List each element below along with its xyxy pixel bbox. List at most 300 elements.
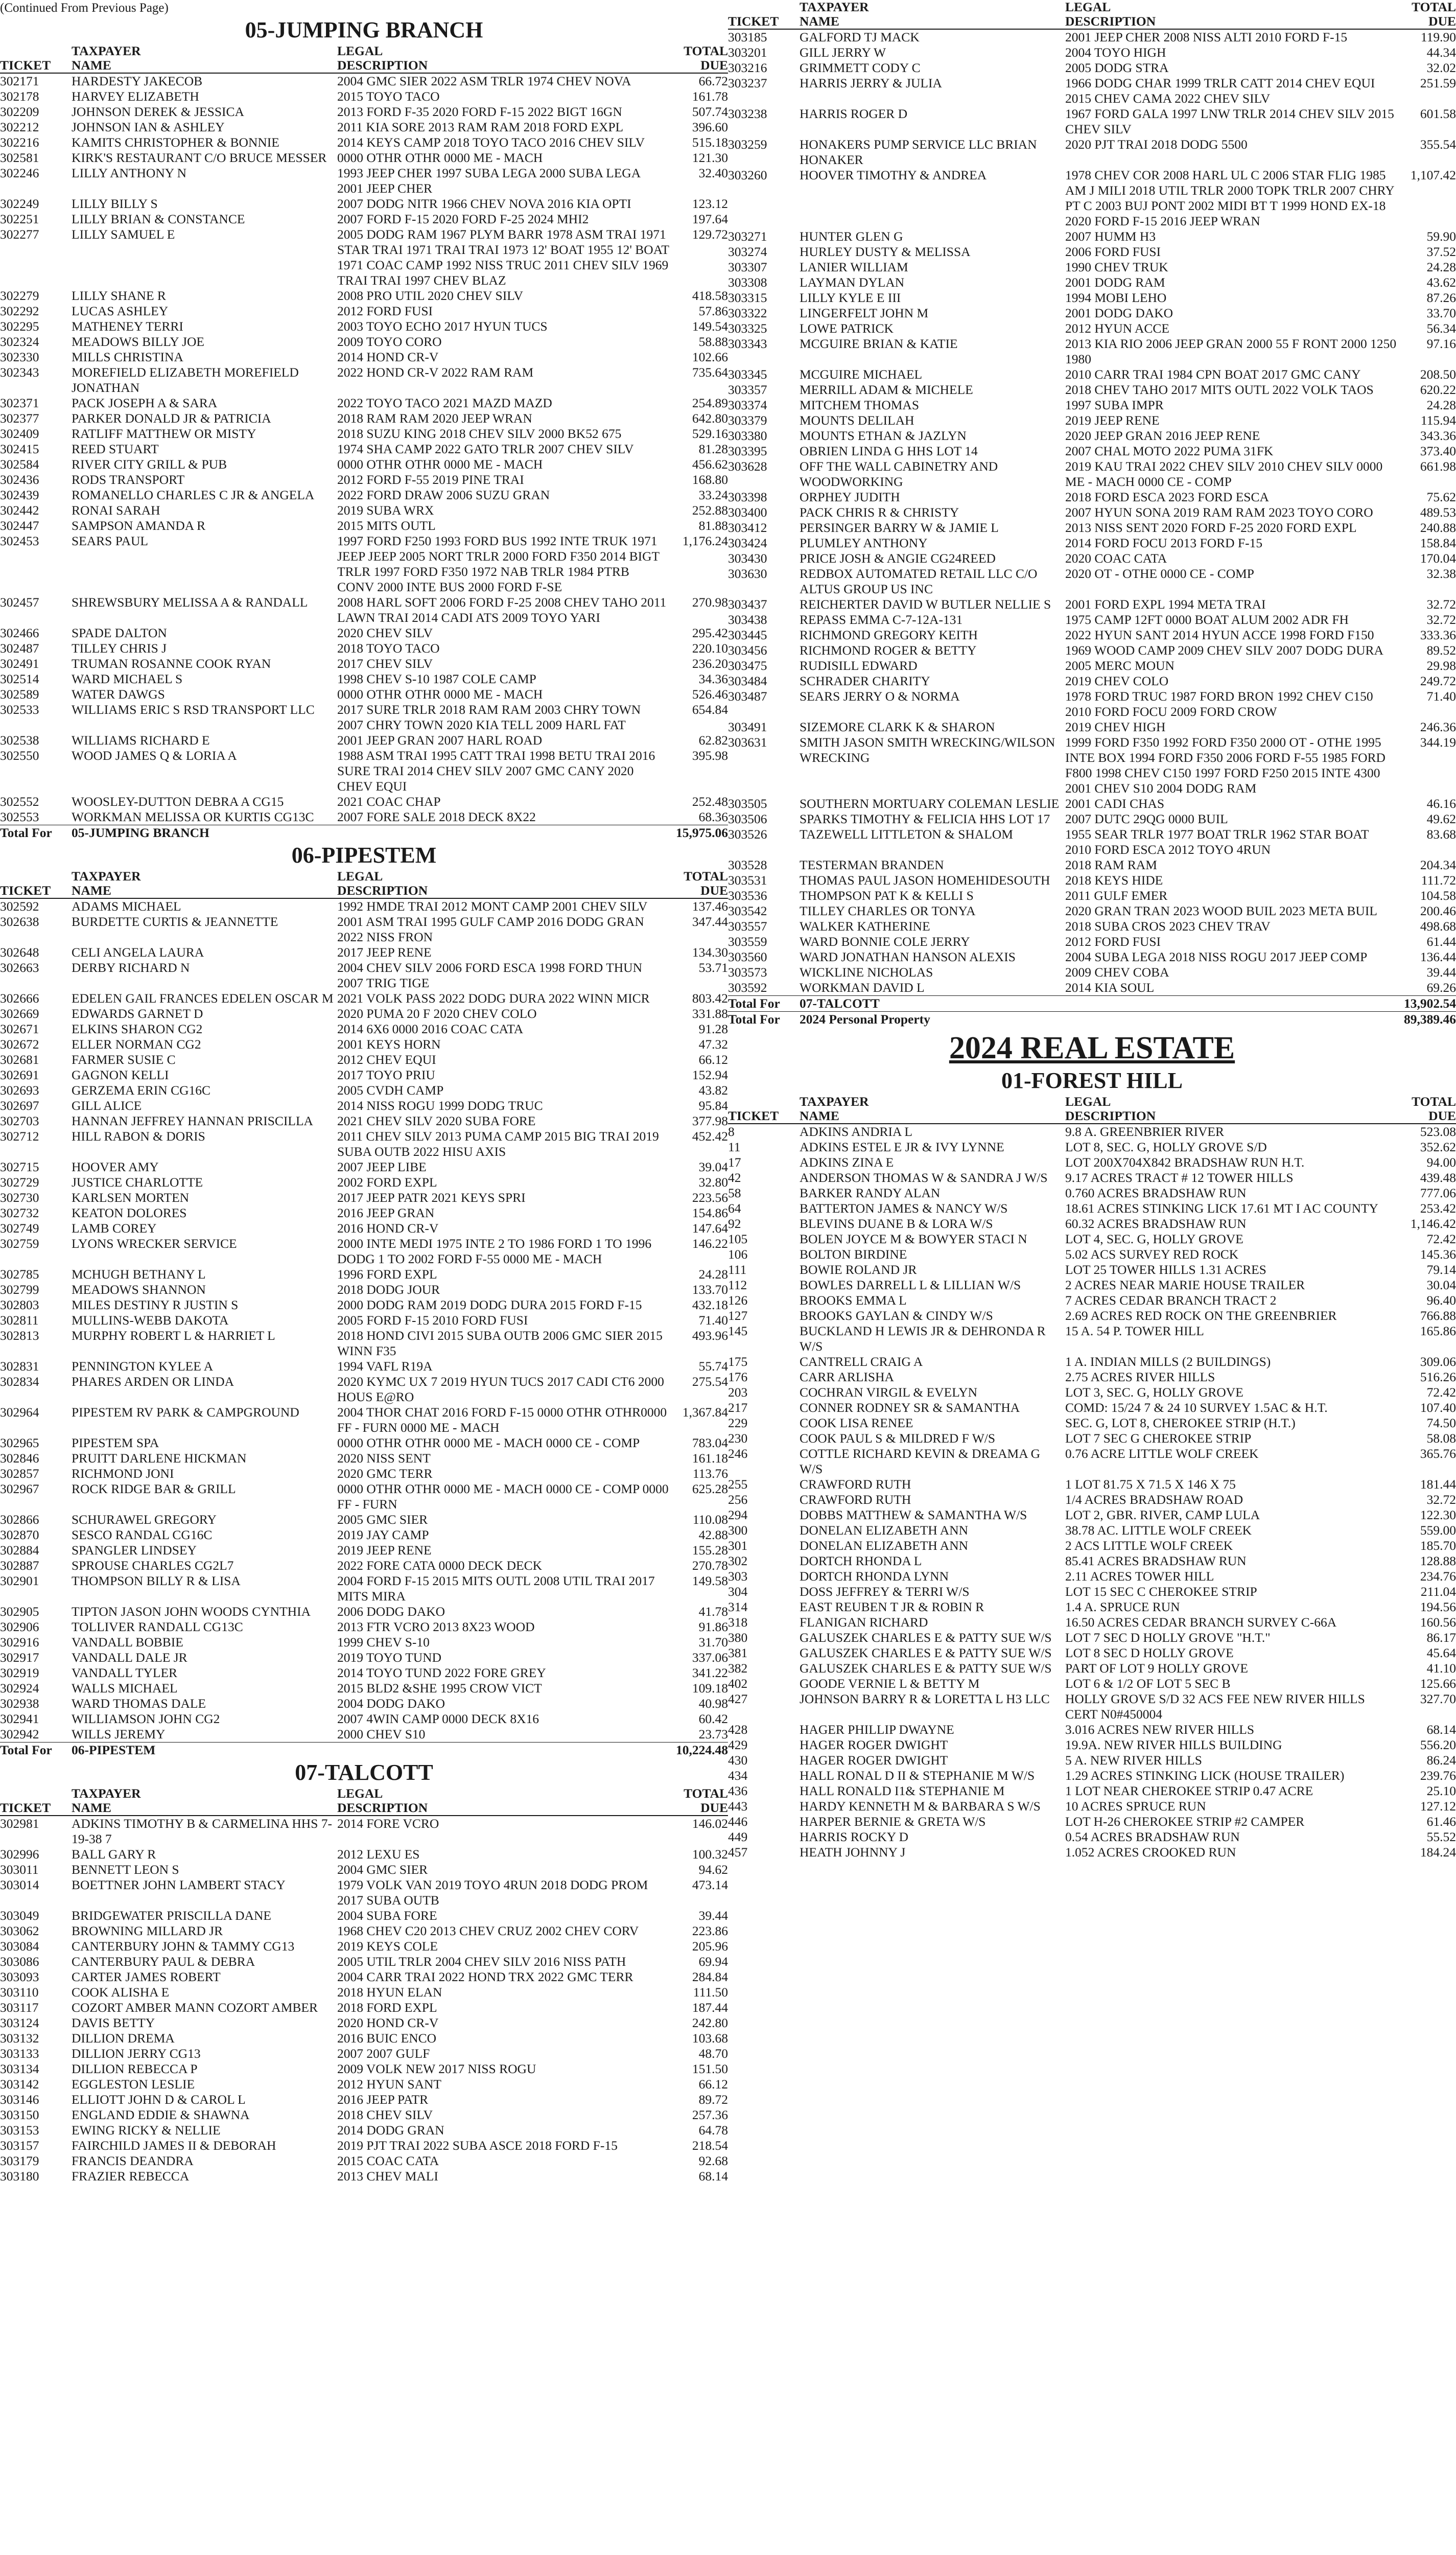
legal-description-cell: 2019 JEEP RENE xyxy=(1065,413,1160,428)
taxpayer-name-cell: RATLIFF MATTHEW OR MISTY xyxy=(72,426,256,441)
ticket-cell: 302813 xyxy=(0,1328,39,1343)
taxpayer-name-cell: RUDISILL EDWARD xyxy=(800,658,918,673)
legal-description-cell: 2019 SUBA WRX xyxy=(337,503,434,518)
total-due-cell: 102.66 xyxy=(692,350,728,364)
ticket-cell: 303357 xyxy=(728,382,767,397)
ticket-cell: 303542 xyxy=(728,903,767,918)
legal-description-cell: 1967 FORD GALA 1997 LNW TRLR 2014 CHEV SILV 2015 CHEV SILV xyxy=(1065,106,1394,136)
legal-description-cell: 0.760 ACRES BRADSHAW RUN xyxy=(1065,1186,1247,1200)
table-row xyxy=(0,1696,728,1711)
total-due-cell: 170.04 xyxy=(1420,551,1456,566)
header-blank xyxy=(728,1095,800,1109)
table-row xyxy=(728,903,1456,919)
table-row xyxy=(0,1205,728,1221)
table-row xyxy=(0,1451,728,1466)
legal-description-cell: 3.016 ACRES NEW RIVER HILLS xyxy=(1065,1722,1254,1737)
ticket-cell: 302697 xyxy=(0,1098,39,1113)
legal-description-cell: 2019 JEEP RENE xyxy=(337,1543,432,1558)
total-due-cell: 24.28 xyxy=(1426,260,1456,274)
taxpayer-name-cell: BRIDGEWATER PRISCILLA DANE xyxy=(72,1908,272,1923)
legal-description-cell: 2001 DODG DAKO xyxy=(1065,306,1173,320)
taxpayer-name-cell: PERSINGER BARRY W & JAMIE L xyxy=(800,520,999,535)
legal-description-cell: 2020 PJT TRAI 2018 DODG 5500 xyxy=(1065,137,1248,152)
taxpayer-name-cell: WARD JONATHAN HANSON ALEXIS xyxy=(800,949,1016,964)
table-row xyxy=(728,336,1456,367)
total-label: Total For xyxy=(0,1743,72,1758)
ticket-cell: 443 xyxy=(728,1799,748,1814)
table-body xyxy=(0,1816,728,2184)
legal-description-cell: 2015 TOYO TACO xyxy=(337,89,440,104)
table-row xyxy=(728,168,1456,229)
taxpayer-name-cell: TIPTON JASON JOHN WOODS CYNTHIA xyxy=(72,1604,311,1619)
total-spacer xyxy=(337,1743,669,1758)
ticket-cell: 303142 xyxy=(0,2077,39,2092)
header-taxpayer: TAXPAYER xyxy=(72,869,141,884)
legal-description-cell: 38.78 AC. LITTLE WOLF CREEK xyxy=(1065,1523,1252,1538)
ticket-cell: 303445 xyxy=(728,628,767,642)
total-due-cell: 134.30 xyxy=(692,945,728,960)
total-due-cell: 275.54 xyxy=(692,1374,728,1389)
total-due-cell: 523.08 xyxy=(1420,1124,1456,1139)
ticket-cell: 302466 xyxy=(0,625,39,640)
table-row xyxy=(0,794,728,809)
taxpayer-name-cell: MULLINS-WEBB DAKOTA xyxy=(72,1313,229,1328)
table-row xyxy=(0,73,728,89)
section-table xyxy=(0,1786,728,2184)
legal-description-cell: 2020 COAC CATA xyxy=(1065,551,1167,566)
ticket-cell: 380 xyxy=(728,1630,748,1645)
total-due-cell: 125.66 xyxy=(1420,1676,1456,1691)
taxpayer-name-cell: CARR ARLISHA xyxy=(800,1369,894,1384)
legal-description-cell: 2016 JEEP PATR xyxy=(337,2092,429,2107)
legal-description-cell: 2012 FORD F-55 2019 PINE TRAI xyxy=(337,472,524,487)
ticket-cell: 302171 xyxy=(0,74,39,88)
table-row xyxy=(0,1328,728,1359)
taxpayer-name-cell: GRIMMETT CODY C xyxy=(800,60,921,75)
total-due-cell: 69.26 xyxy=(1426,980,1456,995)
taxpayer-name-cell: ADKINS ANDRIA L xyxy=(800,1124,913,1139)
legal-description-cell: 2006 FORD FUSI xyxy=(1065,244,1161,259)
ticket-cell: 302729 xyxy=(0,1175,39,1190)
legal-description-cell: 2014 TOYO TUND 2022 FORE GREY xyxy=(337,1665,546,1680)
table-row xyxy=(0,350,728,365)
taxpayer-name-cell: GALFORD TJ MACK xyxy=(800,30,920,44)
table-row xyxy=(728,1278,1456,1293)
table-row xyxy=(0,1847,728,1862)
total-due-cell: 29.98 xyxy=(1426,658,1456,673)
table-row xyxy=(728,1247,1456,1262)
table-row xyxy=(0,1619,728,1635)
taxpayer-name-cell: BENNETT LEON S xyxy=(72,1862,179,1877)
taxpayer-name-cell: ROCK RIDGE BAR & GRILL xyxy=(72,1481,236,1496)
legal-description-cell: 2007 JEEP LIBE xyxy=(337,1159,427,1174)
taxpayer-name-cell: WATER DAWGS xyxy=(72,687,165,702)
total-due-cell: 24.28 xyxy=(698,1267,728,1282)
header-blank xyxy=(728,0,800,14)
total-due-cell: 601.58 xyxy=(1420,106,1456,121)
table-row xyxy=(0,960,728,991)
ticket-cell: 8 xyxy=(728,1124,735,1139)
header-legal: LEGAL xyxy=(337,1786,383,1801)
ticket-cell: 302453 xyxy=(0,533,39,548)
table-body xyxy=(728,1124,1456,1860)
total-due-cell: 47.32 xyxy=(698,1037,728,1052)
total-value: 15,975.06 xyxy=(669,825,728,841)
taxpayer-name-cell: MOUNTS DELILAH xyxy=(800,413,914,428)
legal-description-cell: 2020 JEEP GRAN 2016 JEEP RENE xyxy=(1065,428,1260,443)
table-row xyxy=(0,212,728,227)
header-due: DUE xyxy=(669,884,728,898)
total-due-cell: 121.30 xyxy=(692,150,728,165)
ticket-cell: 302759 xyxy=(0,1236,39,1251)
table-row xyxy=(0,1512,728,1527)
total-due-cell: 129.72 xyxy=(692,227,728,242)
table-row xyxy=(728,1216,1456,1232)
ticket-cell: 302533 xyxy=(0,702,39,717)
taxpayer-name-cell: LILLY BRIAN & CONSTANCE xyxy=(72,212,245,226)
taxpayer-name-cell: ADKINS TIMOTHY B & CARMELINA HHS 7-19-38 7 xyxy=(72,1816,333,1846)
taxpayer-name-cell: CRAWFORD RUTH xyxy=(800,1477,911,1492)
table-row xyxy=(0,1221,728,1236)
taxpayer-name-cell: RODS TRANSPORT xyxy=(72,472,185,487)
section-01-forest-hill xyxy=(728,1068,1456,1860)
total-due-cell: 110.08 xyxy=(692,1512,728,1527)
legal-description-cell: SEC. G, LOT 8, CHEROKEE STRIP (H.T.) xyxy=(1065,1415,1296,1430)
legal-description-cell: 0000 OTHR OTHR 0000 ME - MACH xyxy=(337,150,543,165)
ticket-cell: 302981 xyxy=(0,1816,39,1831)
total-due-cell: 32.02 xyxy=(1426,60,1456,75)
table-row xyxy=(728,1492,1456,1507)
table-row xyxy=(728,367,1456,382)
legal-description-cell: 2018 TOYO TACO xyxy=(337,641,440,656)
total-due-cell: 197.64 xyxy=(692,212,728,226)
table-row xyxy=(0,2123,728,2138)
table-row xyxy=(0,1190,728,1205)
ticket-cell: 303536 xyxy=(728,888,767,903)
table-row xyxy=(0,472,728,487)
table-row xyxy=(0,1236,728,1267)
legal-description-cell: 2.75 ACRES RIVER HILLS xyxy=(1065,1369,1215,1384)
taxpayer-name-cell: PRUITT DARLENE HICKMAN xyxy=(72,1451,247,1466)
legal-description-cell: LOT 6 & 1/2 OF LOT 5 SEC B xyxy=(1065,1676,1231,1691)
header-ticket: TICKET xyxy=(0,58,72,73)
legal-description-cell: 1 LOT 81.75 X 71.5 X 146 X 75 xyxy=(1065,1477,1236,1492)
total-due-cell: 111.72 xyxy=(1421,873,1456,888)
table-row xyxy=(728,45,1456,60)
ticket-cell: 303526 xyxy=(728,827,767,842)
total-due-cell: 30.04 xyxy=(1426,1278,1456,1292)
taxpayer-name-cell: GAGNON KELLI xyxy=(72,1067,169,1082)
taxpayer-name-cell: DORTCH RHONDA LYNN xyxy=(800,1569,949,1584)
total-due-cell: 58.08 xyxy=(1426,1431,1456,1446)
total-due-cell: 96.40 xyxy=(1426,1293,1456,1308)
ticket-cell: 302870 xyxy=(0,1527,39,1542)
taxpayer-name-cell: LILLY KYLE E III xyxy=(800,290,901,305)
table-header xyxy=(728,1095,1456,1124)
legal-description-cell: 2012 HYUN ACCE xyxy=(1065,321,1170,336)
table-row xyxy=(728,29,1456,45)
total-due-cell: 661.98 xyxy=(1420,459,1456,474)
table-row xyxy=(728,1829,1456,1845)
table-row xyxy=(728,1415,1456,1431)
ticket-cell: 303380 xyxy=(728,428,767,443)
taxpayer-name-cell: MCGUIRE BRIAN & KATIE xyxy=(800,336,958,351)
section-table xyxy=(728,1095,1456,1860)
header-total: TOTAL xyxy=(1412,0,1456,14)
table-row xyxy=(728,1354,1456,1369)
table-row xyxy=(728,321,1456,336)
total-due-cell: 251.59 xyxy=(1420,76,1456,90)
table-row xyxy=(728,689,1456,719)
ticket-cell: 381 xyxy=(728,1645,748,1660)
table-row xyxy=(0,227,728,288)
legal-description-cell: 2 ACS LITTLE WOLF CREEK xyxy=(1065,1538,1233,1553)
legal-description-cell: 2021 CHEV SILV 2020 SUBA FORE xyxy=(337,1113,536,1128)
ticket-cell: 302343 xyxy=(0,365,39,380)
legal-description-cell: 1978 FORD TRUC 1987 FORD BRON 1992 CHEV C150 2010 FORD FOCU 2009 FORD CROW xyxy=(1065,689,1373,719)
legal-description-cell: 2004 DODG DAKO xyxy=(337,1696,445,1711)
legal-description-cell: 2001 FORD EXPL 1994 META TRAI xyxy=(1065,597,1266,612)
ticket-cell: 303150 xyxy=(0,2107,39,2122)
taxpayer-name-cell: MATHENEY TERRI xyxy=(72,319,183,334)
total-due-cell: 32.72 xyxy=(1426,597,1456,612)
total-due-cell: 223.56 xyxy=(692,1190,728,1205)
taxpayer-name-cell: FRAZIER REBECCA xyxy=(72,2169,190,2184)
table-row xyxy=(728,1232,1456,1247)
legal-description-cell: 0.76 ACRE LITTLE WOLF CREEK xyxy=(1065,1446,1259,1461)
legal-description-cell: 2004 GMC SIER xyxy=(337,1862,428,1877)
taxpayer-name-cell: BLEVINS DUANE B & LORA W/S xyxy=(800,1216,993,1231)
table-row xyxy=(0,2077,728,2092)
table-row xyxy=(728,1431,1456,1446)
total-due-cell: 377.98 xyxy=(692,1113,728,1128)
legal-description-cell: 1.29 ACRES STINKING LICK (HOUSE TRAILER) xyxy=(1065,1768,1345,1783)
ticket-cell: 302857 xyxy=(0,1466,39,1481)
legal-description-cell: 9.8 A. GREENBRIER RIVER xyxy=(1065,1124,1224,1139)
ticket-cell: 303084 xyxy=(0,1939,39,1954)
total-due-cell: 57.86 xyxy=(698,304,728,318)
header-row-1 xyxy=(0,869,728,884)
table-row xyxy=(728,1186,1456,1201)
total-due-cell: 620.22 xyxy=(1420,382,1456,397)
table-row xyxy=(0,503,728,518)
legal-description-cell: 2014 HOND CR-V xyxy=(337,350,439,364)
total-due-cell: 344.19 xyxy=(1420,735,1456,750)
taxpayer-name-cell: TAZEWELL LITTLETON & SHALOM xyxy=(800,827,1013,842)
legal-description-cell: 0000 OTHR OTHR 0000 ME - MACH 0000 CE - COMP 0000 FF - FURN xyxy=(337,1481,669,1512)
legal-description-cell: 2020 HOND CR-V xyxy=(337,2015,439,2030)
ticket-cell: 302811 xyxy=(0,1313,39,1328)
legal-description-cell: 2004 THOR CHAT 2016 FORD F-15 0000 OTHR OTHR0000 FF - FURN 0000 ME - MACH xyxy=(337,1405,667,1435)
total-due-cell: 23.73 xyxy=(698,1727,728,1741)
table-row xyxy=(728,398,1456,413)
taxpayer-name-cell: THOMPSON BILLY R & LISA xyxy=(72,1573,241,1588)
legal-description-cell: 2002 FORD EXPL xyxy=(337,1175,437,1190)
table-row xyxy=(0,1313,728,1328)
table-row xyxy=(0,2061,728,2077)
ticket-cell: 303557 xyxy=(728,919,767,934)
table-row xyxy=(0,1908,728,1923)
taxpayer-name-cell: CANTERBURY JOHN & TAMMY CG13 xyxy=(72,1939,295,1954)
header-row-2 xyxy=(0,884,728,898)
header-name: NAME xyxy=(800,14,1065,29)
taxpayer-name-cell: PHARES ARDEN OR LINDA xyxy=(72,1374,234,1389)
total-due-cell: 236.20 xyxy=(692,656,728,671)
ticket-cell: 255 xyxy=(728,1477,748,1492)
legal-description-cell: 2001 KEYS HORN xyxy=(337,1037,441,1052)
legal-description-cell: 2020 NISS SENT xyxy=(337,1451,431,1466)
table-row xyxy=(728,597,1456,612)
taxpayer-name-cell: BOWIE ROLAND JR xyxy=(800,1262,917,1277)
taxpayer-name-cell: MOUNTS ETHAN & JAZLYN xyxy=(800,428,967,443)
ticket-cell: 303424 xyxy=(728,536,767,550)
table-row xyxy=(728,1661,1456,1676)
legal-description-cell: COMD: 15/24 7 & 24 10 SURVEY 1.5AC & H.T. xyxy=(1065,1400,1328,1415)
total-due-cell: 115.94 xyxy=(1420,413,1456,428)
taxpayer-name-cell: ADKINS ESTEL E JR & IVY LYNNE xyxy=(800,1140,1004,1154)
legal-description-cell: 60.32 ACRES BRADSHAW RUN xyxy=(1065,1216,1247,1231)
taxpayer-name-cell: BROWNING MILLARD JR xyxy=(72,1923,223,1938)
table-row xyxy=(0,733,728,748)
table-row xyxy=(0,898,728,914)
taxpayer-name-cell: SEARS PAUL xyxy=(72,533,148,548)
header-row-2 xyxy=(0,1801,728,1816)
taxpayer-name-cell: DILLION DREMA xyxy=(72,2031,175,2046)
table-row xyxy=(728,1553,1456,1569)
total-due-cell: 59.90 xyxy=(1426,229,1456,244)
ticket-cell: 64 xyxy=(728,1201,741,1216)
total-due-cell: 25.10 xyxy=(1426,1783,1456,1798)
table-row xyxy=(0,166,728,196)
total-due-cell: 32.40 xyxy=(698,166,728,180)
total-due-cell: 33.24 xyxy=(698,487,728,502)
legal-description-cell: 2009 CHEV COBA xyxy=(1065,965,1169,980)
table-row xyxy=(0,1604,728,1619)
ticket-cell: 145 xyxy=(728,1323,748,1338)
taxpayer-name-cell: THOMAS PAUL JASON HOMEHIDESOUTH xyxy=(800,873,1050,888)
taxpayer-name-cell: BALL GARY R xyxy=(72,1847,156,1862)
header-total: TOTAL xyxy=(684,869,728,884)
ticket-cell: 303259 xyxy=(728,137,767,152)
total-due-cell: 46.16 xyxy=(1426,796,1456,811)
legal-description-cell: 2.69 ACRES RED ROCK ON THE GREENBRIER xyxy=(1065,1308,1337,1323)
total-due-cell: 42.88 xyxy=(698,1527,728,1542)
legal-description-cell: 2000 CHEV S10 xyxy=(337,1727,426,1741)
total-due-cell: 95.84 xyxy=(698,1098,728,1113)
table-row xyxy=(728,1814,1456,1829)
taxpayer-name-cell: HAGER PHILLIP DWAYNE xyxy=(800,1722,954,1737)
table-row xyxy=(728,1753,1456,1768)
taxpayer-name-cell: LILLY ANTHONY N xyxy=(72,166,187,180)
taxpayer-name-cell: EDWARDS GARNET D xyxy=(72,1006,203,1021)
legal-description-cell: 1997 FORD F250 1993 FORD BUS 1992 INTE TRUK 1971 JEEP JEEP 2005 NORT TRLR 2000 FORD F350 2014 BIGT TRLR 1997 FORD F350 1972 NAB TRLR 1984 PTRB CONV 2000 INTE BUS 2000 FORD F-SE xyxy=(337,533,660,594)
taxpayer-name-cell: BROOKS EMMA L xyxy=(800,1293,907,1308)
header-taxpayer: TAXPAYER xyxy=(72,1786,141,1801)
taxpayer-name-cell: JOHNSON BARRY R & LORETTA L H3 LLC xyxy=(800,1691,1050,1706)
legal-description-cell: 2004 GMC SIER 2022 ASM TRLR 1974 CHEV NOVA xyxy=(337,74,631,88)
table-row xyxy=(728,1768,1456,1783)
ticket-cell: 92 xyxy=(728,1216,741,1231)
taxpayer-name-cell: COOK ALISHA E xyxy=(72,1985,170,2000)
total-due-cell: 337.06 xyxy=(692,1650,728,1665)
taxpayer-name-cell: CRAWFORD RUTH xyxy=(800,1492,911,1507)
table-row xyxy=(728,796,1456,811)
table-row xyxy=(0,1083,728,1098)
grand-total-row xyxy=(728,1012,1456,1028)
ticket-cell: 302712 xyxy=(0,1129,39,1144)
taxpayer-name-cell: HARDESTY JAKECOB xyxy=(72,74,203,88)
legal-description-cell: 2011 KIA SORE 2013 RAM RAM 2018 FORD EXPL xyxy=(337,120,624,134)
section-title: 07-TALCOTT xyxy=(295,1760,433,1785)
taxpayer-name-cell: MOREFIELD ELIZABETH MOREFIELD JONATHAN xyxy=(72,365,299,395)
taxpayer-name-cell: MCHUGH BETHANY L xyxy=(72,1267,206,1282)
legal-description-cell: 2008 PRO UTIL 2020 CHEV SILV xyxy=(337,288,523,303)
legal-description-cell: 2017 JEEP RENE xyxy=(337,945,432,960)
taxpayer-name-cell: KAMITS CHRISTOPHER & BONNIE xyxy=(72,135,279,150)
ticket-cell: 434 xyxy=(728,1768,748,1783)
legal-description-cell: 2007 FORE SALE 2018 DECK 8X22 xyxy=(337,809,536,824)
header-ticket: TICKET xyxy=(0,884,72,898)
total-due-cell: 252.88 xyxy=(692,503,728,518)
ticket-cell: 302831 xyxy=(0,1359,39,1374)
total-due-cell: 92.68 xyxy=(698,2153,728,2168)
table-row xyxy=(0,1052,728,1067)
table-row xyxy=(0,2092,728,2107)
ticket-cell: 302 xyxy=(728,1553,748,1568)
ticket-cell: 303438 xyxy=(728,612,767,627)
taxpayer-name-cell: LINGERFELT JOHN M xyxy=(800,306,929,320)
taxpayer-name-cell: LYONS WRECKER SERVICE xyxy=(72,1236,237,1251)
taxpayer-name-cell: LILLY SHANE R xyxy=(72,288,166,303)
ticket-cell: 303274 xyxy=(728,244,767,259)
table-header xyxy=(0,44,728,73)
ticket-cell: 302409 xyxy=(0,426,39,441)
table-header xyxy=(728,0,1456,29)
ticket-cell: 302732 xyxy=(0,1205,39,1220)
taxpayer-name-cell: WALLS MICHAEL xyxy=(72,1681,178,1695)
total-due-cell: 61.46 xyxy=(1426,1814,1456,1829)
total-name: 06-PIPESTEM xyxy=(72,1743,337,1758)
table-row xyxy=(728,1523,1456,1538)
table-row xyxy=(728,1676,1456,1691)
total-due-cell: 452.42 xyxy=(692,1129,728,1144)
total-due-cell: 100.32 xyxy=(692,1847,728,1862)
ticket-cell: 302436 xyxy=(0,472,39,487)
total-due-cell: 146.22 xyxy=(692,1236,728,1251)
total-value: 10,224.48 xyxy=(669,1743,728,1758)
header-row-2 xyxy=(728,14,1456,29)
taxpayer-name-cell: SPANGLER LINDSEY xyxy=(72,1543,197,1558)
table-row xyxy=(728,1569,1456,1584)
header-description: DESCRIPTION xyxy=(337,884,669,898)
table-row xyxy=(0,1359,728,1374)
total-due-cell: 58.88 xyxy=(698,334,728,349)
total-due-cell: 43.62 xyxy=(1426,275,1456,290)
taxpayer-name-cell: MURPHY ROBERT L & HARRIET L xyxy=(72,1328,275,1343)
taxpayer-name-cell: TILLEY CHARLES OR TONYA xyxy=(800,903,976,918)
table-row xyxy=(0,1665,728,1681)
ticket-cell: 304 xyxy=(728,1584,748,1599)
ticket-cell: 302246 xyxy=(0,166,39,180)
ticket-cell: 294 xyxy=(728,1507,748,1522)
ticket-cell: 427 xyxy=(728,1691,748,1706)
total-due-cell: 295.42 xyxy=(692,625,728,640)
legal-description-cell: 2022 HYUN SANT 2014 HYUN ACCE 1998 FORD F150 xyxy=(1065,628,1374,642)
table-row xyxy=(0,1527,728,1543)
header-name: NAME xyxy=(72,1801,337,1816)
taxpayer-name-cell: BOWLES DARRELL L & LILLIAN W/S xyxy=(800,1278,1021,1292)
ticket-cell: 302292 xyxy=(0,304,39,318)
